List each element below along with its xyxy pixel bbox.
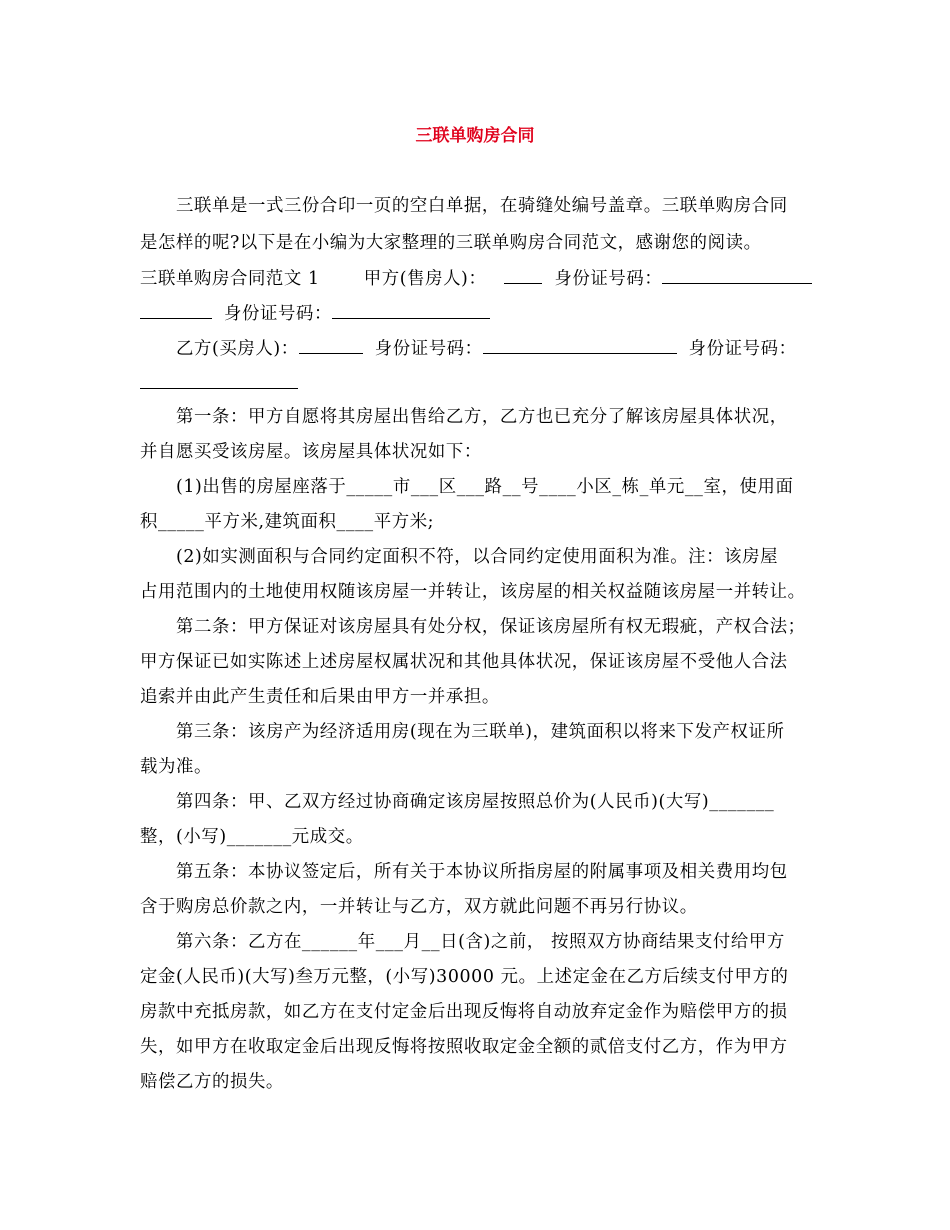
paragraph-line: 含于购房总价款之内，一并转让与乙方，双方就此问题不再另行协议。 — [140, 897, 698, 917]
template-label: 三联单购房合同范文 1 — [140, 269, 320, 289]
id-number-label: 身份证号码： — [374, 339, 483, 359]
paragraph-line: 追索并由此产生责任和后果由甲方一并承担。 — [140, 687, 500, 707]
id-number-blank — [140, 300, 212, 319]
id-number-blank — [140, 370, 298, 389]
paragraph-line: 第六条：乙方在______年___月__日(含)之前， 按照双方协商结果支付给甲方 — [176, 932, 785, 952]
paragraph-line: 第一条：甲方自愿将其房屋出售给乙方，乙方也已充分了解该房屋具体状况， — [176, 407, 788, 427]
paragraph-line: 是怎样的呢?以下是在小编为大家整理的三联单购房合同范文，感谢您的阅读。 — [140, 233, 762, 253]
paragraph-line: 三联单是一式三份合印一页的空白单据，在骑缝处编号盖章。三联单购房合同 — [176, 196, 788, 216]
paragraph-line: 第四条：甲、乙双方经过协商确定该房屋按照总价为(人民币)(大写)_______ — [176, 792, 775, 812]
id-number-label: 身份证号码： — [554, 269, 663, 289]
paragraph-line: 失，如甲方在收取定金后出现反悔将按照收取定金全额的贰倍支付乙方，作为甲方 — [140, 1037, 788, 1057]
party-a-label: 甲方(售房人)： — [363, 269, 487, 289]
paragraph-line: 占用范围内的土地使用权随该房屋一并转让，该房屋的相关权益随该房屋一并转让。 — [140, 582, 806, 602]
party-b-label: 乙方(买房人)： — [176, 339, 299, 359]
paragraph-line: (1)出售的房屋座落于_____市___区___路__号____小区_栋_单元__室，使用面 — [176, 477, 794, 497]
id-number-label: 身份证号码： — [688, 339, 797, 359]
paragraph-line: 第五条：本协议签定后，所有关于本协议所指房屋的附属事项及相关费用均包 — [176, 862, 788, 882]
paragraph-line: 第二条：甲方保证对该房屋具有处分权，保证该房屋所有权无瑕疵，产权合法； — [176, 617, 806, 637]
paragraph-line: 第三条：该房产为经济适用房(现在为三联单)，建筑面积以将来下发产权证所 — [176, 722, 785, 742]
id-number-blank — [483, 335, 677, 354]
paragraph-line: 积_____平方米,建筑面积____平方米; — [140, 512, 435, 532]
paragraph-line: 甲方保证已如实陈述上述房屋权属状况和其他具体状况，保证该房屋不受他人合法 — [140, 652, 788, 672]
paragraph-line: (2)如实测面积与合同约定面积不符，以合同约定使用面积为准。注：该房屋 — [176, 547, 779, 567]
paragraph-line: 房款中充抵房款，如乙方在支付定金后出现反悔将自动放弃定金作为赔偿甲方的损 — [140, 1002, 788, 1022]
paragraph-line: 载为准。 — [140, 757, 212, 777]
paragraph-line: 定金(人民币)(大写)叁万元整，(小写)30000 元。上述定金在乙方后续支付甲方的 — [140, 967, 789, 987]
paragraph-line: 整，(小写)_______元成交。 — [140, 827, 364, 847]
party-b-line-cont — [140, 370, 298, 397]
party-a-line — [140, 265, 812, 292]
paragraph-line: 并自愿买受该房屋。该房屋具体状况如下： — [140, 442, 482, 462]
party-a-name-blank — [504, 265, 542, 284]
id-number-blank — [662, 265, 812, 284]
id-number-label: 身份证号码： — [224, 304, 332, 324]
id-number-blank — [332, 300, 490, 319]
document-title: 三联单购房合同 — [415, 126, 535, 146]
paragraph-line: 赔偿乙方的损失。 — [140, 1072, 284, 1092]
party-b-line — [176, 335, 797, 362]
party-b-name-blank — [299, 335, 363, 354]
party-a-line-cont — [140, 300, 490, 327]
